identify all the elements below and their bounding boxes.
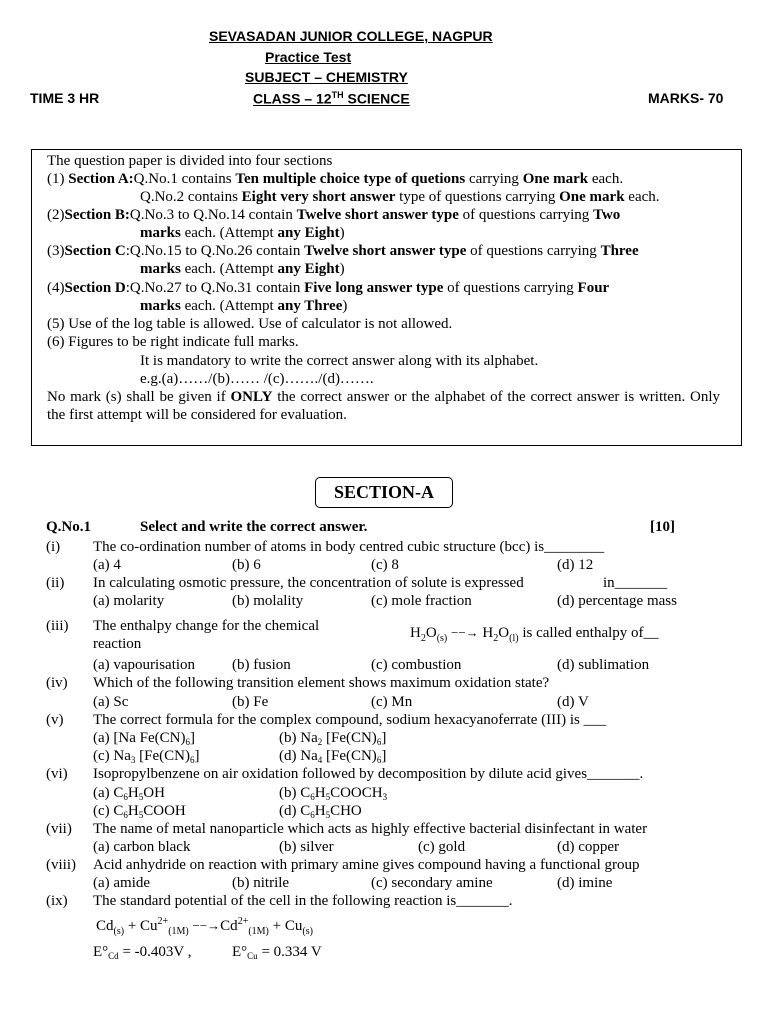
question-number: (viii) (46, 857, 76, 873)
question-text: In calculating osmotic pressure, the concentration of solute is expressed (93, 575, 524, 591)
option-d: (d) copper (557, 839, 620, 855)
option-c: (c) secondary amine (371, 875, 493, 891)
instruction-section-b: (2)Section B:Q.No.3 to Q.No.14 contain Twelve short answer type of questions carrying Two (47, 207, 621, 223)
college-name: SEVASADAN JUNIOR COLLEGE, NAGPUR (209, 28, 493, 44)
reaction-equation: $H_2O_{(s)}$ −−→ $H_2O_{(l)}$ is called enthalpy of__ (410, 625, 659, 644)
question-number: (vii) (46, 821, 72, 837)
cell-reaction-equation: $Cd_{(s)} + Cu^{2+}_{(1M)} --\to Cd^{2+}_{(1M)} + Cu_{(s)}$ (96, 916, 313, 937)
question-number: (ix) (46, 893, 68, 909)
time-label: TIME 3 HR (30, 90, 100, 106)
question-text: Which of the following transition element shows maximum oxidation state? (93, 675, 550, 691)
question-blank: in_______ (603, 575, 668, 591)
option-a: (a) 4 (93, 557, 121, 573)
option-b: (b) molality (232, 593, 304, 609)
test-title: Practice Test (265, 49, 352, 65)
standard-potential-cu: $E^\circ_{Cu} = 0.334$ V (232, 944, 322, 961)
option-a: (a) amide (93, 875, 151, 891)
option-c: (c) $Na_3$ $[Fe(CN)_6]$ (93, 748, 200, 765)
option-c: (c) mole fraction (371, 593, 472, 609)
subject-title: SUBJECT – CHEMISTRY (245, 69, 408, 85)
option-b: (b) fusion (232, 657, 291, 673)
option-a: (a) Sc (93, 694, 129, 710)
q1-marks: [10] (650, 519, 675, 535)
instruction-mandatory: It is mandatory to write the correct answer along with its alphabet. (140, 353, 539, 369)
question-text: The enthalpy change for the chemical (93, 618, 320, 634)
question-number: (i) (46, 539, 61, 555)
question-text: Acid anhydride on reaction with primary amine gives compound having a functional group (93, 857, 640, 873)
option-c: (c) combustion (371, 657, 462, 673)
question-text: The co-ordination number of atoms in body centred cubic structure (bcc) is________ (93, 539, 605, 555)
option-d: (d) percentage mass (557, 593, 677, 609)
option-a: (a) vapourisation (93, 657, 196, 673)
option-a: (a) carbon black (93, 839, 191, 855)
instruction-section-b-cont: marks each. (Attempt any Eight) (140, 225, 345, 241)
option-a: (a) $C_6H_5OH$ (93, 785, 165, 802)
instructions-intro: The question paper is divided into four sections (47, 153, 333, 169)
question-number: (iv) (46, 675, 68, 691)
instruction-section-c-cont: marks each. (Attempt any Eight) (140, 261, 345, 277)
option-c: (c) Mn (371, 694, 413, 710)
q1-number: Q.No.1 (46, 519, 91, 535)
instruction-no-marks: No mark (s) shall be given if ONLY the correct answer or the alphabet of the correct answer is written. Only the first attempt will be considered for evaluation. (47, 389, 720, 423)
instruction-section-c: (3)Section C:Q.No.15 to Q.No.26 contain Twelve short answer type of questions carrying Three (47, 243, 639, 259)
option-b: (b) $C_6H_5COOCH_3$ (279, 785, 388, 802)
instruction-log-table: (5) Use of the log table is allowed. Use of calculator is not allowed. (47, 316, 453, 332)
class-label: CLASS – 12TH SCIENCE (253, 90, 410, 107)
instruction-figures: (6) Figures to be right indicate full marks. (47, 334, 299, 350)
instruction-section-d-cont: marks each. (Attempt any Three) (140, 298, 348, 314)
section-a-title: SECTION-A (315, 477, 453, 508)
option-d: (d) imine (557, 875, 613, 891)
q1-title: Select and write the correct answer. (140, 519, 368, 535)
option-b: (b) 6 (232, 557, 261, 573)
option-b: (b) nitrile (232, 875, 290, 891)
standard-potential-cd: $E^\circ_{Cd} = -0.403V$ , (93, 944, 192, 961)
option-b: (b) Fe (232, 694, 269, 710)
question-text: Isopropylbenzene on air oxidation followed by decomposition by dilute acid gives_______. (93, 766, 644, 782)
option-c: (c) 8 (371, 557, 399, 573)
option-d: (d) 12 (557, 557, 594, 573)
instruction-example: e.g.(a)……/(b)…… /(c)……./(d)……. (140, 371, 374, 387)
option-b: (b) $Na_2$ $[Fe(CN)_6]$ (279, 730, 387, 747)
question-text: The name of metal nanoparticle which acts as highly effective bacterial disinfectant in water (93, 821, 648, 837)
question-number: (vi) (46, 766, 68, 782)
instruction-section-a-q2: Q.No.2 contains Eight very short answer type of questions carrying One mark each. (140, 189, 660, 205)
option-d: (d) $Na_4$ $[Fe(CN)_6]$ (279, 748, 387, 765)
option-a: (a) [Na $Fe(CN)_6$] (93, 730, 195, 747)
option-d: (d) sublimation (557, 657, 650, 673)
option-b: (b) silver (279, 839, 334, 855)
question-number: (iii) (46, 618, 69, 634)
instructions-box (31, 149, 742, 446)
question-number: (ii) (46, 575, 65, 591)
marks-label: MARKS- 70 (648, 90, 724, 106)
option-c: (c) gold (418, 839, 466, 855)
option-d: (d) V (557, 694, 589, 710)
question-text-cont: reaction (93, 636, 142, 652)
option-c: (c) $C_6H_5COOH$ (93, 803, 186, 820)
option-d: (d) $C_6H_5CHO$ (279, 803, 362, 820)
instruction-section-d: (4)Section D:Q.No.27 to Q.No.31 contain Five long answer type of questions carrying Four (47, 280, 610, 296)
question-number: (v) (46, 712, 64, 728)
option-a: (a) molarity (93, 593, 165, 609)
question-text: The standard potential of the cell in the following reaction is_______. (93, 893, 513, 909)
question-text: The correct formula for the complex compound, sodium hexacyanoferrate (III) is ___ (93, 712, 607, 728)
instruction-section-a: (1) Section A:Q.No.1 contains Ten multiple choice type of quetions carrying One mark each. (47, 171, 624, 187)
